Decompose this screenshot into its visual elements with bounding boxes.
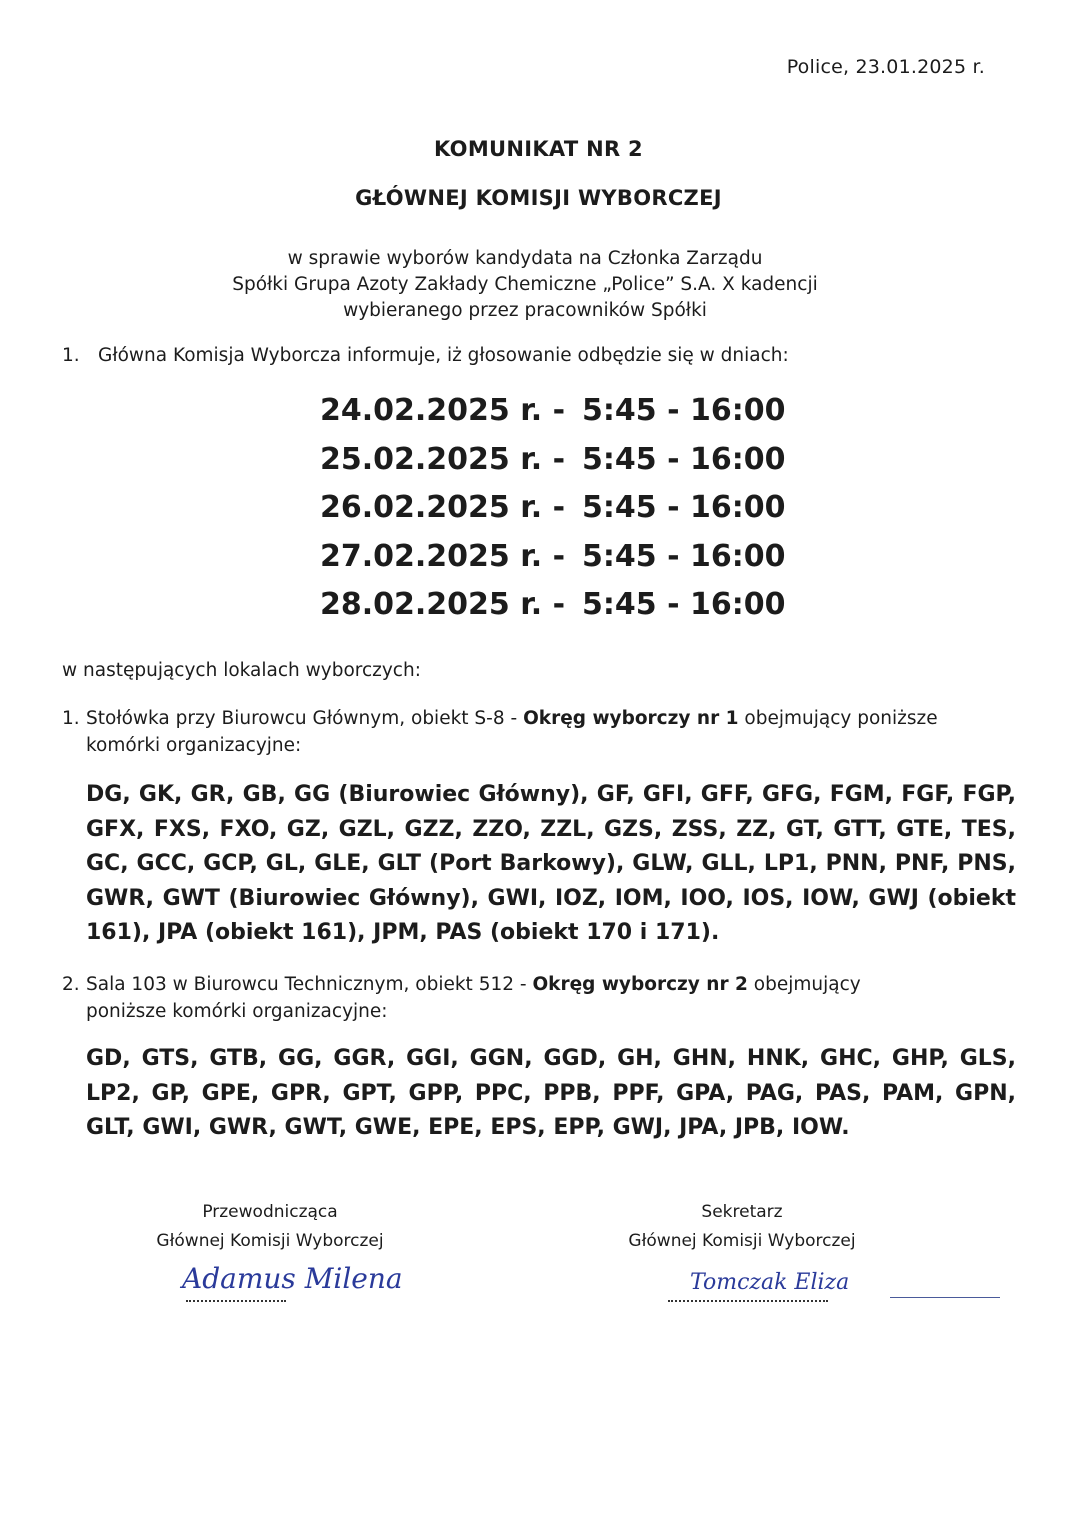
voting-hours: 5:45 - 16:00 xyxy=(582,490,786,525)
location-continuation: poniższe komórki organizacyjne: xyxy=(86,1001,388,1022)
signature-line-dots xyxy=(668,1300,828,1302)
signatory-role: Przewodnicząca xyxy=(202,1202,338,1222)
signatory-role: Sekretarz xyxy=(701,1202,783,1222)
locations-lead: w następujących lokalach wyborczych: xyxy=(62,660,421,681)
signature-block-chair xyxy=(140,1198,400,1256)
handwritten-signature-secretary: Tomczak Eliza xyxy=(690,1270,850,1295)
subject-line: w sprawie wyborów kandydata na Członka Zarządu xyxy=(287,248,763,269)
location-number: 2. xyxy=(62,974,80,995)
voting-date: 28.02.2025 r. - xyxy=(320,587,566,622)
handwritten-signature-chair: Adamus Milena xyxy=(182,1262,403,1295)
subject-line: wybieranego przez pracowników Spółki xyxy=(343,300,707,321)
subject-line: Spółki Grupa Azoty Zakłady Chemiczne „Police” S.A. X kadencji xyxy=(232,274,818,295)
signatory-body: Głównej Komisji Wyborczej xyxy=(628,1231,856,1251)
voting-day-row xyxy=(320,390,785,439)
section-text: Główna Komisja Wyborcza informuje, iż głosowanie odbędzie się w dniach: xyxy=(98,345,789,366)
location-2 xyxy=(62,971,1012,1025)
location-number: 1. xyxy=(62,708,80,729)
org-units-district-2: GD, GTS, GTB, GG, GGR, GGI, GGN, GGD, GH, GHN, HNK, GHC, GHP, GLS, LP2, GP, GPE, GPR, GPT, GPP, PPC, PPB, PPF, GPA, PAG, PAS, PAM, GPN, GLT, GWI, GWR, GWT, GWE, EPE, EPS, EPP, GWJ, JPA, JPB, IOW. xyxy=(86,1046,1016,1140)
voting-hours: 5:45 - 16:00 xyxy=(582,441,786,477)
location-continuation: komórki organizacyjne: xyxy=(86,735,302,756)
subject-block xyxy=(0,246,1050,324)
section-number: 1. xyxy=(62,345,80,366)
voting-day-row xyxy=(320,536,785,585)
document-subtitle: GŁÓWNEJ KOMISJI WYBORCZEJ xyxy=(355,186,722,210)
voting-hours: 5:45 - 16:00 xyxy=(582,587,786,622)
place-date: Police, 23.01.2025 r. xyxy=(786,56,985,78)
location-text-after: obejmujący poniższe xyxy=(738,708,938,729)
signature-line-dots xyxy=(186,1300,286,1302)
voting-hours: 5:45 - 16:00 xyxy=(582,538,786,574)
voting-date: 25.02.2025 r. - xyxy=(320,441,566,477)
location-1 xyxy=(62,705,1012,759)
voting-date: 27.02.2025 r. - xyxy=(320,538,566,574)
location-text-after: obejmujący xyxy=(747,974,861,995)
voting-date: 26.02.2025 r. - xyxy=(320,490,566,525)
voting-date: 24.02.2025 r. - xyxy=(320,393,566,428)
org-units-district-1: DG, GK, GR, GB, GG (Biurowiec Główny), GF, GFI, GFF, GFG, FGM, FGF, FGP, GFX, FXS, FXO, GZ, GZL, GZZ, ZZO, ZZL, GZS, ZSS, ZZ, GT, GTT, GTE, TES, GC, GCC, GCP, GL, GLE, GLT (Port Barkowy), GLW, GLL, LP1, PNN, PNF, PNS, GWR, GWT (Biurowiec Główny), GWI, IOZ, IOM, IOO, IOS, IOW, GWJ (obiekt 161), JPA (obiekt 161), JPM, PAS (obiekt 170 i 171). xyxy=(86,782,1016,945)
voting-days-list xyxy=(320,390,785,633)
signatory-body: Głównej Komisji Wyborczej xyxy=(156,1231,384,1251)
section-voting-dates xyxy=(62,345,789,366)
signature-block-secretary xyxy=(612,1198,872,1256)
district-label: Okręg wyborczy nr 1 xyxy=(523,708,739,729)
voting-hours: 5:45 - 16:00 xyxy=(582,393,786,428)
location-text: Stołówka przy Biurowcu Głównym, obiekt S-8 - xyxy=(86,708,524,729)
document-title: KOMUNIKAT NR 2 xyxy=(434,137,643,161)
district-label: Okręg wyborczy nr 2 xyxy=(532,974,748,995)
signature-stroke xyxy=(890,1297,1000,1298)
location-text: Sala 103 w Biurowcu Technicznym, obiekt 512 - xyxy=(86,974,533,995)
voting-day-row xyxy=(320,584,785,633)
voting-day-row xyxy=(320,439,785,488)
voting-day-row xyxy=(320,487,785,536)
